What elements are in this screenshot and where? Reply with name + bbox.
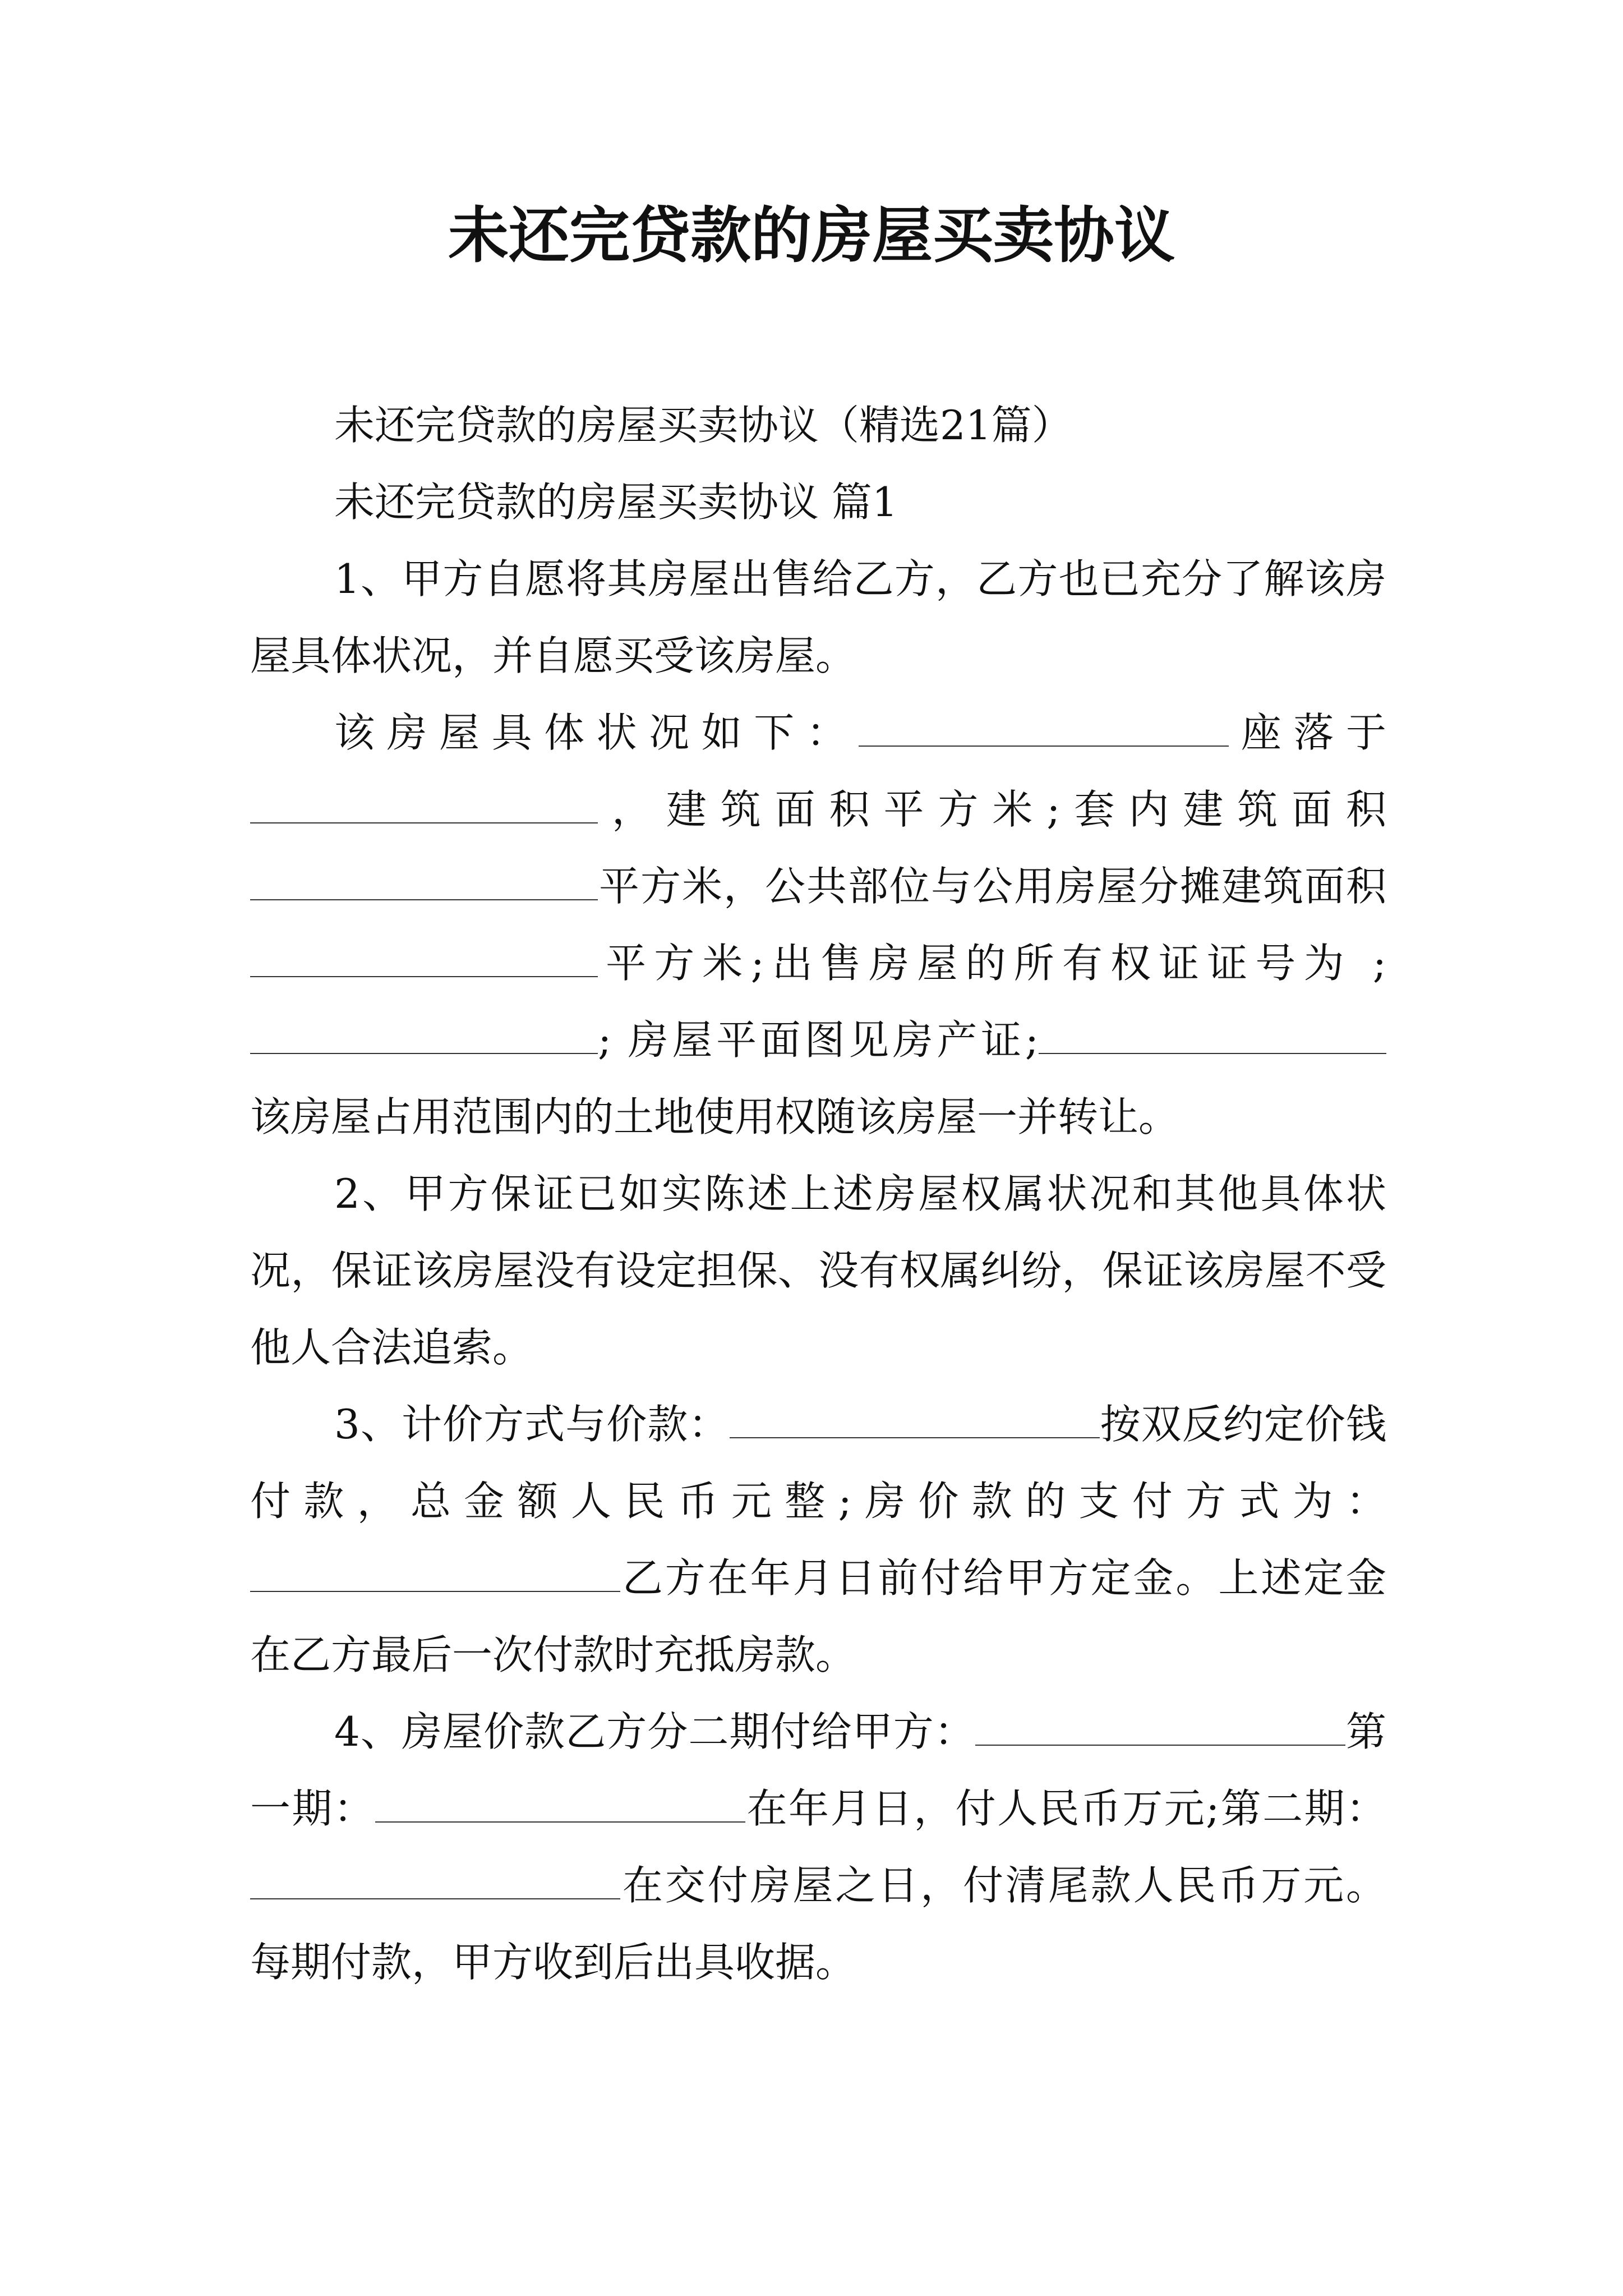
floor-plan-text: ; 房屋平面图见房产证;	[598, 1016, 1039, 1064]
building-area-text: ，建筑面积平方米;套内建筑面积	[598, 786, 1386, 833]
fill-blank-line	[859, 712, 1229, 747]
land-use-right-text: 该房屋占用范围内的土地使用权随该房屋一并转让。	[250, 1093, 1179, 1140]
clause-1-property-details	[250, 694, 1386, 1156]
clause-3	[250, 1386, 1386, 1694]
fill-blank-line	[730, 1404, 1100, 1438]
first-installment-label: 第一期：	[250, 1708, 1386, 1832]
property-details-intro: 该房屋具体状况如下：	[334, 709, 859, 756]
fill-blank-line	[250, 1557, 620, 1592]
fill-blank-line	[250, 1019, 598, 1054]
property-location-label: 座落于	[1229, 709, 1386, 756]
fill-blank-line	[975, 1711, 1345, 1746]
certificate-number-text: 平方米;出售房屋的所有权证证号为 ;	[598, 940, 1386, 987]
pricing-label: 3、计价方式与价款：	[334, 1401, 730, 1448]
clause-4	[250, 1694, 1386, 2001]
fill-blank-line	[250, 942, 598, 977]
document-body	[250, 387, 1386, 2001]
fill-blank-line	[250, 1865, 620, 1899]
first-installment-text: 在年月日，付人民币万元;第二期：	[745, 1785, 1386, 1832]
fill-blank-line	[1039, 1019, 1386, 1054]
shared-area-text: 平方米，公共部位与公用房屋分摊建筑面积	[598, 863, 1386, 910]
fill-blank-line	[375, 1788, 745, 1823]
section-heading: 未还完贷款的房屋买卖协议 篇1	[334, 478, 898, 526]
deposit-text: 乙方在年月日前付给甲方定金。上述定金在乙方最后一次付款时充抵房款。	[250, 1554, 1386, 1678]
fill-blank-line	[250, 866, 598, 900]
final-installment-text: 在交付房屋之日，付清尾款人民币万元。每期付款，甲方收到后出具收据。	[250, 1862, 1386, 1986]
document-title: 未还完贷款的房屋买卖协议	[448, 200, 1175, 271]
fill-blank-line	[250, 789, 598, 823]
clause-1: 1、甲方自愿将其房屋出售给乙方，乙方也已充分了解该房屋具体状况，并自愿买受该房屋。	[250, 555, 1386, 679]
document-subtitle: 未还完贷款的房屋买卖协议（精选21篇）	[334, 402, 1072, 449]
clause-2: 2、甲方保证已如实陈述上述房屋权属状况和其他具体状况，保证该房屋没有设定担保、没有权属纠纷，保证该房屋不受他人合法追索。	[250, 1170, 1386, 1371]
payment-method-text: 按双反约定价钱付款，总金额人民币元整;房价款的支付方式为：	[250, 1401, 1386, 1525]
installments-label: 4、房屋价款乙方分二期付给甲方：	[334, 1708, 975, 1755]
